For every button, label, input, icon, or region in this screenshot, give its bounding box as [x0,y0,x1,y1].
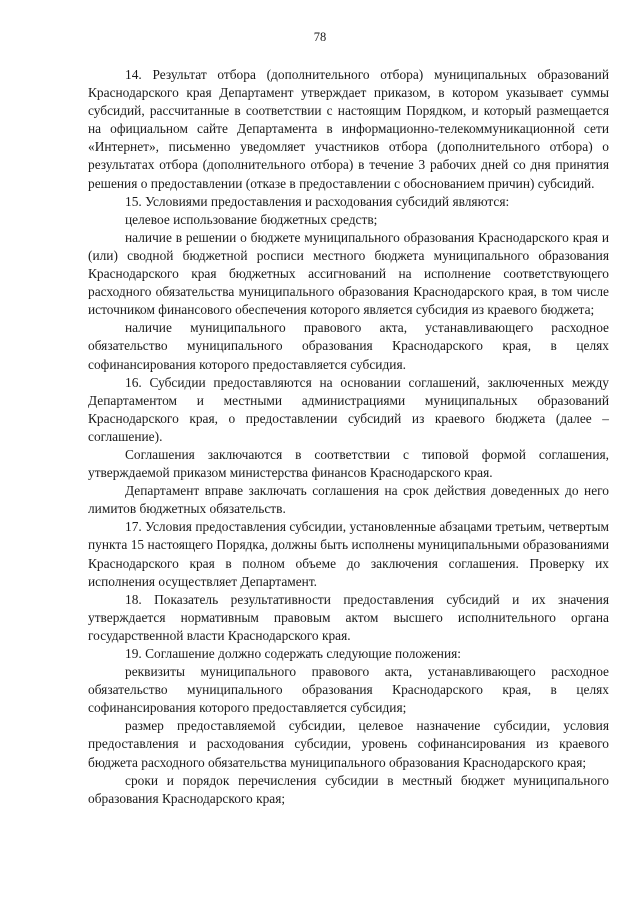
paragraph-15-conditions: 15. Условиями предоставления и расходования субсидий являются: [125,193,510,209]
paragraph-16-standard-form: Соглашения заключаются в соответствии с типовой формой соглашения, утверждаемой приказом министерства финансов Краснодарского края. [88,446,609,481]
document-body [88,66,609,808]
paragraph-16-agreements: 16. Субсидии предоставляются на основании соглашений, заключенных между Департаментом и местными администрациями муниципальных образований Краснодарского края, о предоставлении субсидий из краевого бюджета (далее – соглашение). [88,374,609,444]
paragraph-19-agreement-contents: 19. Соглашение должно содержать следующие положения: [125,646,461,661]
paragraph-15-legal-act: наличие муниципального правового акта, устанавливающего расходное обязательство муниципального образования Краснодарского края, в целях софинансирования которого предоставляется субсидия. [88,320,609,372]
paragraph-15-budget-allocations: наличие в решении о бюджете муниципального образования Краснодарского края и (или) сводной бюджетной росписи местного бюджета муниципального образования Краснодарского края бюджетных ассигнований на исполнение соответствующего расходного обязательства муниципального образования Краснодарского края, в том числе источником финансового обеспечения которого является субсидия из краевого бюджета; [88,229,609,318]
paragraph-19-transfer-terms: сроки и порядок перечисления субсидии в местный бюджет муниципального образования Краснодарского края; [88,772,609,806]
paragraph-15-targeted-use: целевое использование бюджетных средств; [125,211,378,227]
paragraph-16-term: Департамент вправе заключать соглашения на срок действия доведенных до него лимитов бюджетных обязательств. [88,483,609,517]
paragraph-14-result: 14. Результат отбора (дополнительного отбора) муниципальных образований Краснодарского края Департамент утверждает приказом, в котором указывает суммы субсидий, рассчитанные в соответствии с настоящим Порядком, и который размещается на официальном сайте Департамента в информационно-телекоммуникационной сети «Интернет», письменно уведомляет участников отбора (дополнительного отбора) о результатах отбора (дополнительного отбора) в течение 3 рабочих дней со дня принятия решения о предоставлении (отказе в предоставлении с обоснованием причин) субсидий. [88,67,609,191]
page-number: 78 [313,30,327,44]
paragraph-19-subsidy-size: размер предоставляемой субсидии, целевое назначение субсидии, условия предоставления и расходования субсидии, уровень софинансирования из краевого бюджета расходного обязательства муниципального образования Краснодарского края; [88,718,609,770]
paragraph-17-fulfillment: 17. Условия предоставления субсидии, установленные абзацами третьим, четвертым пункта 15 настоящего Порядка, должны быть исполнены муниципальными образованиями Краснодарского края в полном объеме до заключения соглашения. Проверку их исполнения осуществляет Департамент. [88,519,609,589]
paragraph-19-legal-act-details: реквизиты муниципального правового акта, устанавливающего расходное обязательство муниципального образования Краснодарского края, в целях софинансирования которого предоставляется субсидия; [88,664,609,716]
paragraph-18-indicator: 18. Показатель результативности предоставления субсидий и их значения утверждается нормативным правовым актом высшего исполнительного органа государственной власти Краснодарского края. [88,591,609,643]
